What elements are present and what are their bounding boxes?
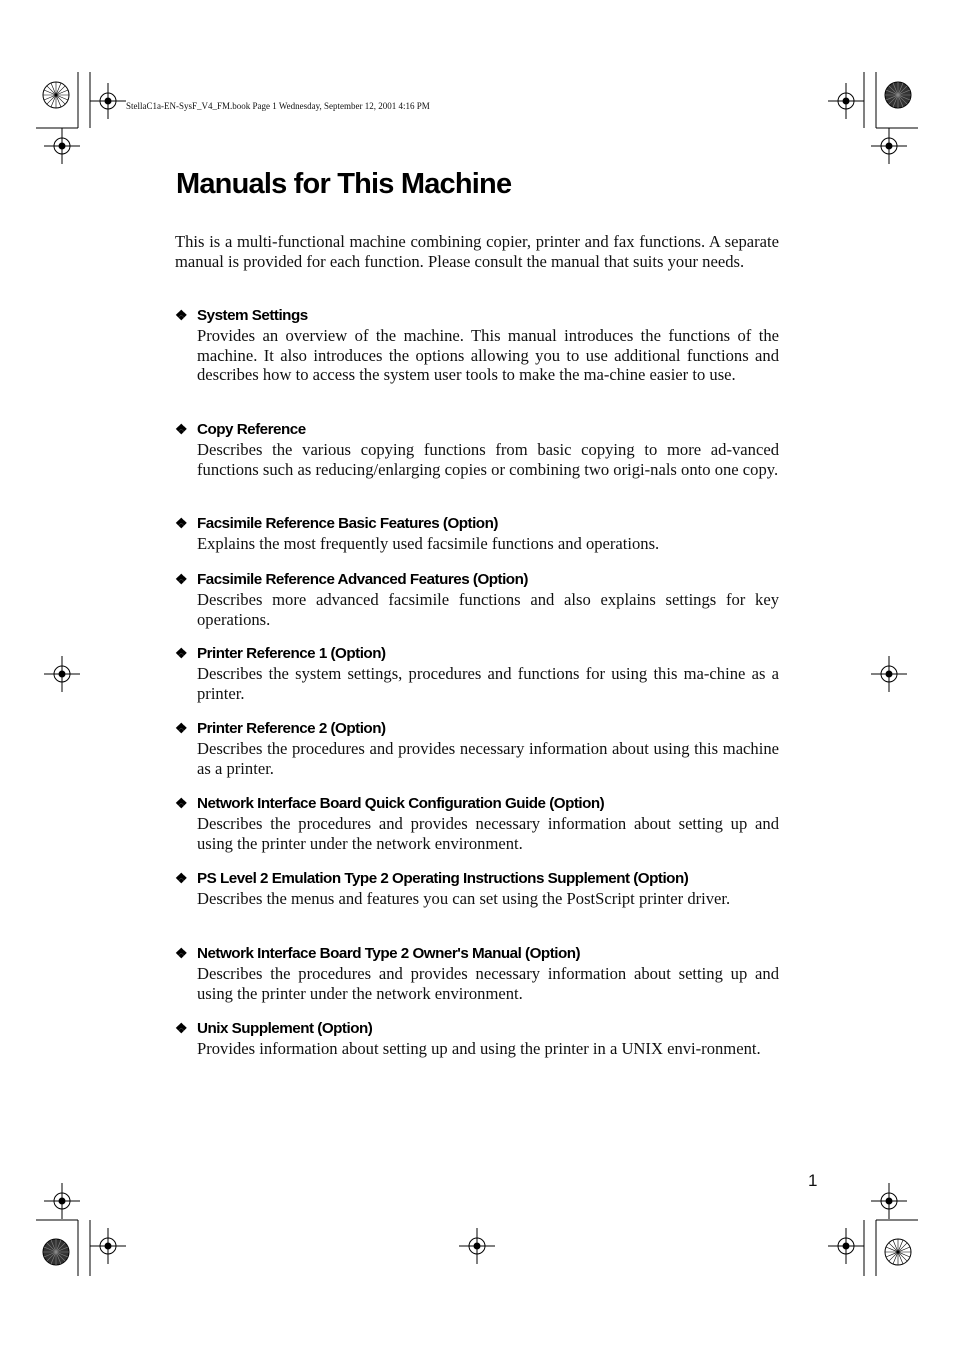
diamond-bullet-icon: ❖ — [175, 571, 188, 587]
section-body: Describes the menus and features you can set using the PostScript printer driver. — [197, 889, 731, 908]
section-copy-reference — [175, 420, 779, 479]
section-nib-quick-config — [175, 794, 779, 853]
section-heading — [175, 306, 779, 325]
section-facsimile-advanced — [175, 570, 779, 629]
section-body: Describes the system settings, procedures and functions for using this ma-chine as a printer. — [197, 664, 779, 703]
section-unix-supplement — [175, 1019, 779, 1059]
page-title: Manuals for This Machine — [176, 168, 512, 200]
section-heading — [175, 869, 779, 888]
section-heading-label: PS Level 2 Emulation Type 2 Operating Instructions Supplement (Option) — [197, 870, 689, 887]
section-heading — [175, 644, 779, 663]
section-printer-reference-1 — [175, 644, 779, 703]
section-body: Provides information about setting up and using the printer in a UNIX envi-ronment. — [197, 1039, 761, 1058]
section-body: Describes the procedures and provides necessary information about setting up and using the printer under the network environment. — [197, 964, 779, 1003]
section-heading-label: Printer Reference 2 (Option) — [197, 720, 386, 737]
diamond-bullet-icon: ❖ — [175, 645, 188, 661]
section-heading-label: Network Interface Board Type 2 Owner's Manual (Option) — [197, 945, 581, 962]
diamond-bullet-icon: ❖ — [175, 1020, 188, 1036]
section-heading — [175, 570, 779, 589]
diamond-bullet-icon: ❖ — [175, 945, 188, 961]
section-heading — [175, 794, 779, 813]
section-body: Describes the various copying functions from basic copying to more ad-vanced functions such as reducing/enlarging copies or combining two origi-nals onto one copy. — [197, 440, 779, 479]
section-facsimile-basic — [175, 514, 779, 554]
section-heading-label: Facsimile Reference Basic Features (Option) — [197, 515, 498, 532]
section-printer-reference-2 — [175, 719, 779, 778]
section-heading-label: System Settings — [197, 307, 308, 324]
section-heading — [175, 514, 779, 533]
header-slug: StellaC1a-EN-SysF_V4_FM.book Page 1 Wednesday, September 12, 2001 4:16 PM — [126, 101, 430, 111]
section-heading-label: Printer Reference 1 (Option) — [197, 645, 386, 662]
diamond-bullet-icon: ❖ — [175, 795, 188, 811]
section-heading-label: Copy Reference — [197, 421, 306, 438]
section-heading — [175, 944, 779, 963]
section-body: Describes the procedures and provides necessary information about setting up and using the printer under the network environment. — [197, 814, 779, 853]
section-heading — [175, 420, 779, 439]
section-heading — [175, 1019, 779, 1038]
section-nib-owners-manual — [175, 944, 779, 1003]
diamond-bullet-icon: ❖ — [175, 720, 188, 736]
section-heading-label: Facsimile Reference Advanced Features (Option) — [197, 571, 528, 588]
section-heading-label: Network Interface Board Quick Configuration Guide (Option) — [197, 795, 605, 812]
section-heading-label: Unix Supplement (Option) — [197, 1020, 373, 1037]
intro-paragraph: This is a multi-functional machine combining copier, printer and fax functions. A separate manual is provided for each function. Please consult the manual that suits your needs. — [175, 232, 779, 271]
diamond-bullet-icon: ❖ — [175, 515, 188, 531]
section-system-settings — [175, 306, 779, 385]
page-number: 1 — [808, 1171, 818, 1190]
diamond-bullet-icon: ❖ — [175, 421, 188, 437]
section-body: Describes more advanced facsimile functions and also explains settings for key operations. — [197, 590, 779, 629]
section-body: Provides an overview of the machine. This manual introduces the functions of the machine. It also introduces the options allowing you to use additional functions and describes how to access the system user tools to make the ma-chine easier to use. — [197, 326, 779, 385]
section-heading — [175, 719, 779, 738]
section-ps-level-2 — [175, 869, 779, 909]
diamond-bullet-icon: ❖ — [175, 307, 188, 323]
section-body: Explains the most frequently used facsimile functions and operations. — [197, 534, 660, 553]
diamond-bullet-icon: ❖ — [175, 870, 188, 886]
section-body: Describes the procedures and provides necessary information about using this machine as a printer. — [197, 739, 779, 778]
